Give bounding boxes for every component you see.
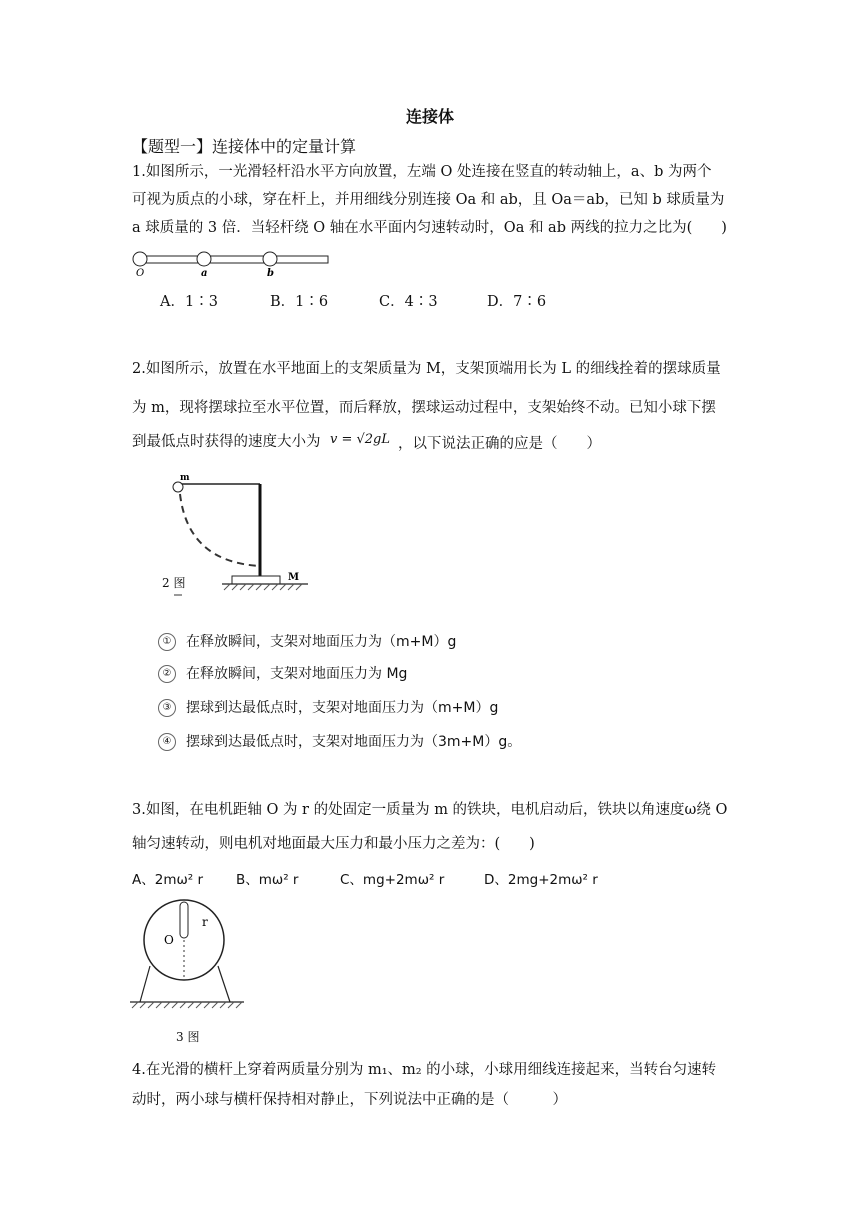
q3-motor-figure — [126, 898, 250, 1018]
q4-line-2: 动时，两小球与横杆保持相对静止，下列说法中正确的是（ ） — [132, 1092, 567, 1108]
q1-rod-figure — [128, 246, 338, 278]
q2-line-2: 为 m，现将摆球拉至水平位置，而后释放，摆球运动过程中，支架始终不动。已知小球下摆 — [132, 400, 716, 416]
label-b: b — [267, 268, 274, 278]
q2-formula: v = √2gL — [330, 432, 391, 447]
ball-b — [263, 252, 277, 266]
q2-option-2 — [158, 663, 407, 683]
option-number: ④ — [158, 733, 176, 751]
q1-choice-c: C．4∶3 — [379, 294, 438, 310]
option-text: 在释放瞬间，支架对地面压力为（m+M）g — [186, 634, 457, 650]
label-big-m: M — [288, 572, 300, 583]
q3-line-1: 3.如图，在电机距轴 O 为 r 的处固定一质量为 m 的铁块，电机启动后，铁块以角速度ω绕 O — [132, 802, 728, 818]
section-heading: 【题型一】连接体中的定量计算 — [132, 137, 357, 156]
q1-choice-b: B．1∶6 — [270, 294, 329, 310]
label-o: O — [164, 933, 174, 947]
option-text: 在释放瞬间，支架对地面压力为 Mg — [186, 666, 408, 682]
option-text: 摆球到达最低点时，支架对地面压力为（m+M）g — [186, 700, 499, 716]
option-number: ③ — [158, 699, 176, 717]
q2-caption: 2 图 — [162, 576, 186, 590]
q1-line-1: 1.如图所示，一光滑轻杆沿水平方向放置，左端 O 处连接在竖直的转动轴上，a、b 为两个 — [132, 164, 712, 180]
option-text: 摆球到达最低点时，支架对地面压力为（3m+M）g。 — [186, 734, 522, 750]
option-number: ② — [158, 665, 176, 683]
q2-option-4 — [158, 731, 521, 751]
q1-line-3: a 球质量的 3 倍．当轻杆绕 O 轴在水平面内匀速转动时，Oa 和 ab 两线的拉力之比为( ) — [132, 220, 727, 236]
q3-choice-a: A、2mω² r — [132, 872, 204, 888]
q2-line-4: ，以下说法正确的应是（ ） — [398, 436, 601, 452]
support-base — [232, 576, 280, 584]
q1-choice-d: D．7∶6 — [487, 294, 547, 310]
q3-line-2: 轴匀速转动，则电机对地面最大压力和最小压力之差为：( ) — [132, 836, 535, 852]
q3-choice-d: D、2mg+2mω² r — [484, 872, 598, 888]
label-o: O — [136, 268, 145, 278]
q2-option-1 — [158, 631, 456, 651]
q3-choice-c: C、mg+2mω² r — [340, 872, 445, 888]
ball-a — [197, 252, 211, 266]
q3-choice-b: B、mω² r — [236, 872, 299, 888]
iron-block — [180, 902, 188, 938]
page-title: 连接体 — [405, 107, 454, 126]
q3-caption: 3 图 — [176, 1030, 200, 1044]
option-number: ① — [158, 633, 176, 651]
q1-choice-a: A．1∶3 — [160, 294, 218, 310]
q2-line-1: 2.如图所示，放置在水平地面上的支架质量为 M，支架顶端用长为 L 的细线拴着的摆球质量 — [132, 361, 721, 377]
q2-line-3: 到最低点时获得的速度大小为 — [132, 434, 321, 450]
ball-o — [133, 252, 147, 266]
label-m: m — [180, 473, 190, 483]
label-a: a — [201, 268, 208, 278]
q1-line-2: 可视为质点的小球，穿在杆上，并用细线分别连接 Oa 和 ab，且 Oa＝ab，已知 b 球质量为 — [132, 192, 725, 208]
label-r: r — [202, 915, 208, 929]
q4-line-1: 4.在光滑的横杆上穿着两质量分别为 m₁、m₂ 的小球，小球用细线连接起来，当转台匀速转 — [132, 1062, 717, 1078]
q2-option-3 — [158, 697, 498, 717]
pendulum-ball — [173, 482, 183, 492]
